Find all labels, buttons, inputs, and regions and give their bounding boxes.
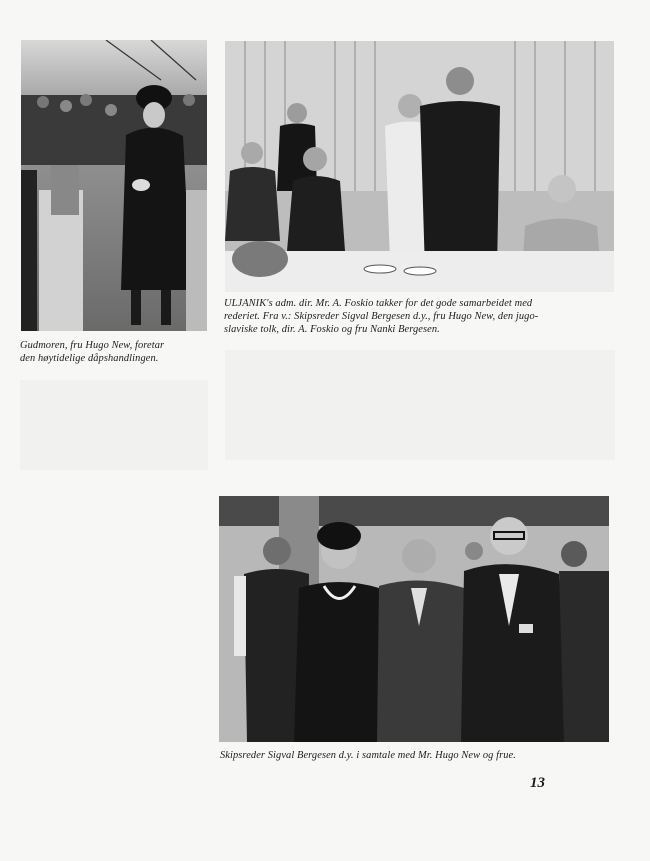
caption-line: Gudmoren, fru Hugo New, foretar bbox=[20, 340, 165, 351]
reception-photo-image bbox=[219, 496, 609, 742]
page-number: 13 bbox=[530, 775, 545, 791]
christening-photo bbox=[21, 40, 207, 331]
show-through-right bbox=[225, 350, 615, 460]
caption-line: rederiet. Fra v.: Skipsreder Sigval Bergesen d.y., fru Hugo New, den jugo- bbox=[224, 311, 539, 322]
dinner-photo bbox=[225, 41, 614, 292]
caption-line: den høytidelige dåpshandlingen. bbox=[20, 353, 159, 364]
caption-line: slaviske tolk, dir. A. Foskio og fru Nanki Bergesen. bbox=[224, 324, 440, 335]
caption-line: Skipsreder Sigval Bergesen d.y. i samtale med Mr. Hugo New og frue. bbox=[220, 750, 516, 761]
show-through-left bbox=[20, 380, 208, 470]
reception-caption bbox=[220, 749, 620, 762]
christening-photo-image bbox=[21, 40, 207, 331]
dinner-caption bbox=[224, 297, 618, 336]
reception-photo bbox=[219, 496, 609, 742]
dinner-photo-image bbox=[225, 41, 614, 292]
christening-caption bbox=[20, 339, 210, 365]
caption-line: ULJANIK's adm. dir. Mr. A. Foskio takker for det gode samarbeidet med bbox=[224, 298, 533, 309]
